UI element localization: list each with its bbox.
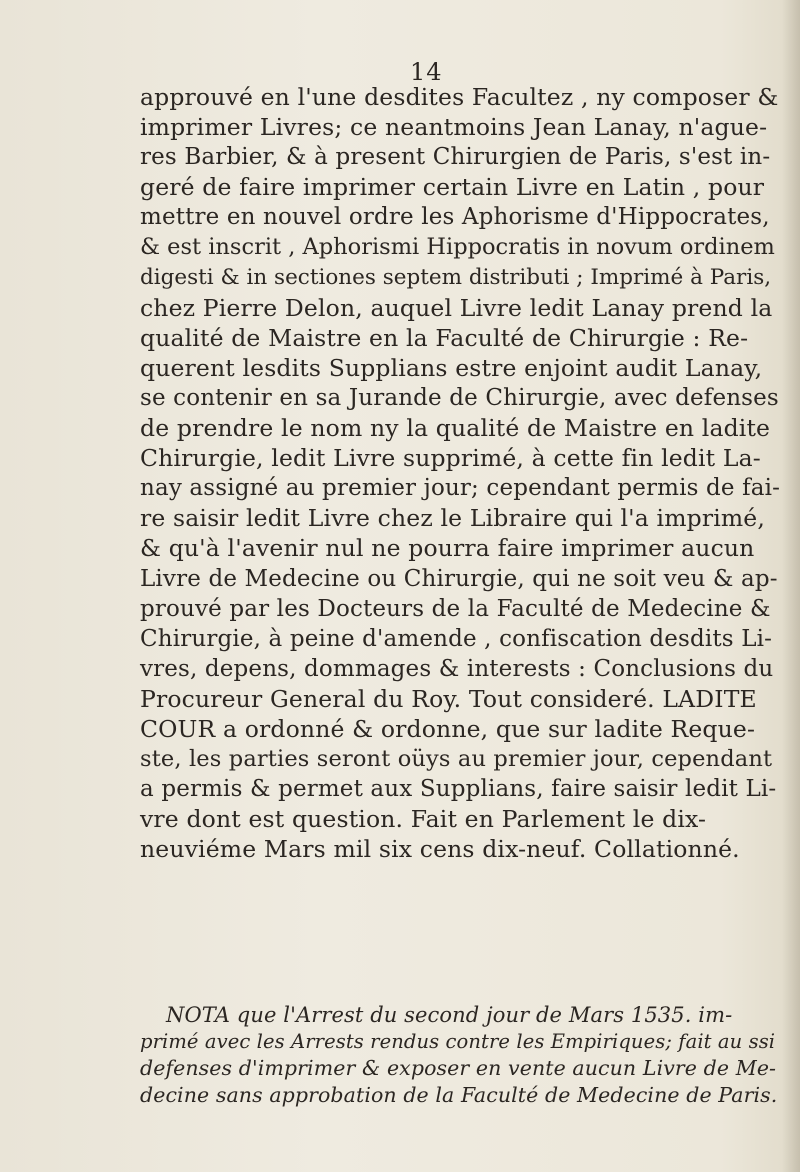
text-line: de prendre le nom ny la qualité de Maistre en ladite: [140, 414, 771, 443]
text-line: Chirurgie, ledit Livre supprimé, à cette fin ledit La-: [140, 444, 761, 473]
text-line: approuvé en l'une desdites Facultez , ny composer &: [140, 83, 779, 111]
nota-line: primé avec les Arrests rendus contre les Empiriques; fait au ssi: [140, 1029, 776, 1053]
nota-line: decine sans approbation de la Faculté de Medecine de Paris.: [140, 1082, 778, 1107]
nota-line: NOTA que l'Arrest du second jour de Mars 1535. im-: [166, 1003, 733, 1027]
text-line: Procureur General du Roy. Tout consideré. LADITE: [140, 684, 757, 713]
text-line: mettre en nouvel ordre les Aphorisme d'Hippocrates,: [140, 204, 770, 231]
text-line: Livre de Medecine ou Chirurgie, qui ne soit veu & ap-: [140, 565, 778, 592]
text-line: vres, depens, dommages & interests : Conclusions du: [140, 655, 774, 682]
main-text-block: [140, 82, 780, 864]
text-line: querent lesdits Supplians estre enjoint audit Lanay,: [140, 353, 763, 382]
nota-line: defenses d'imprimer & exposer en vente aucun Livre de Me-: [140, 1056, 777, 1080]
text-line: neuviéme Mars mil six cens dix-neuf. Collationné.: [140, 835, 740, 864]
text-line: vre dont est question. Fait en Parlement le dix-: [140, 805, 707, 834]
text-line: chez Pierre Delon, auquel Livre ledit Lanay prend la: [140, 293, 773, 322]
text-line: a permis & permet aux Supplians, faire saisir ledit Li-: [140, 776, 777, 803]
text-line: prouvé par les Docteurs de la Faculté de Medecine &: [140, 595, 771, 622]
text-line: Chirurgie, à peine d'amende , confiscation desdits Li-: [140, 625, 773, 652]
text-line: imprimer Livres; ce neantmoins Jean Lanay, n'ague-: [140, 113, 768, 142]
text-line: nay assigné au premier jour; cependant permis de fai-: [140, 475, 781, 502]
text-line: qualité de Maistre en la Faculté de Chirurgie : Re-: [140, 323, 749, 352]
text-line: & qu'à l'avenir nul ne pourra faire imprimer aucun: [140, 534, 755, 563]
page-edge-shadow: [782, 0, 800, 1172]
text-line: re saisir ledit Livre chez le Libraire qui l'a imprimé,: [140, 504, 765, 533]
nota-block: [140, 1002, 780, 1108]
text-line: COUR a ordonné & ordonne, que sur ladite Reque-: [140, 714, 756, 743]
text-line: geré de faire imprimer certain Livre en Latin , pour: [140, 173, 765, 202]
text-line: se contenir en sa Jurande de Chirurgie, avec defenses: [140, 384, 779, 411]
text-line: & est inscrit , Aphorismi Hippocratis in novum ordinem: [140, 234, 775, 261]
text-line: res Barbier, & à present Chirurgien de Paris, s'est in-: [140, 144, 771, 171]
text-line: digesti & in sectiones septem distributi ; Imprimé à Paris,: [140, 264, 772, 290]
text-line: ste, les parties seront oüys au premier jour, cependant: [140, 746, 773, 773]
page-number: 14: [410, 58, 443, 86]
